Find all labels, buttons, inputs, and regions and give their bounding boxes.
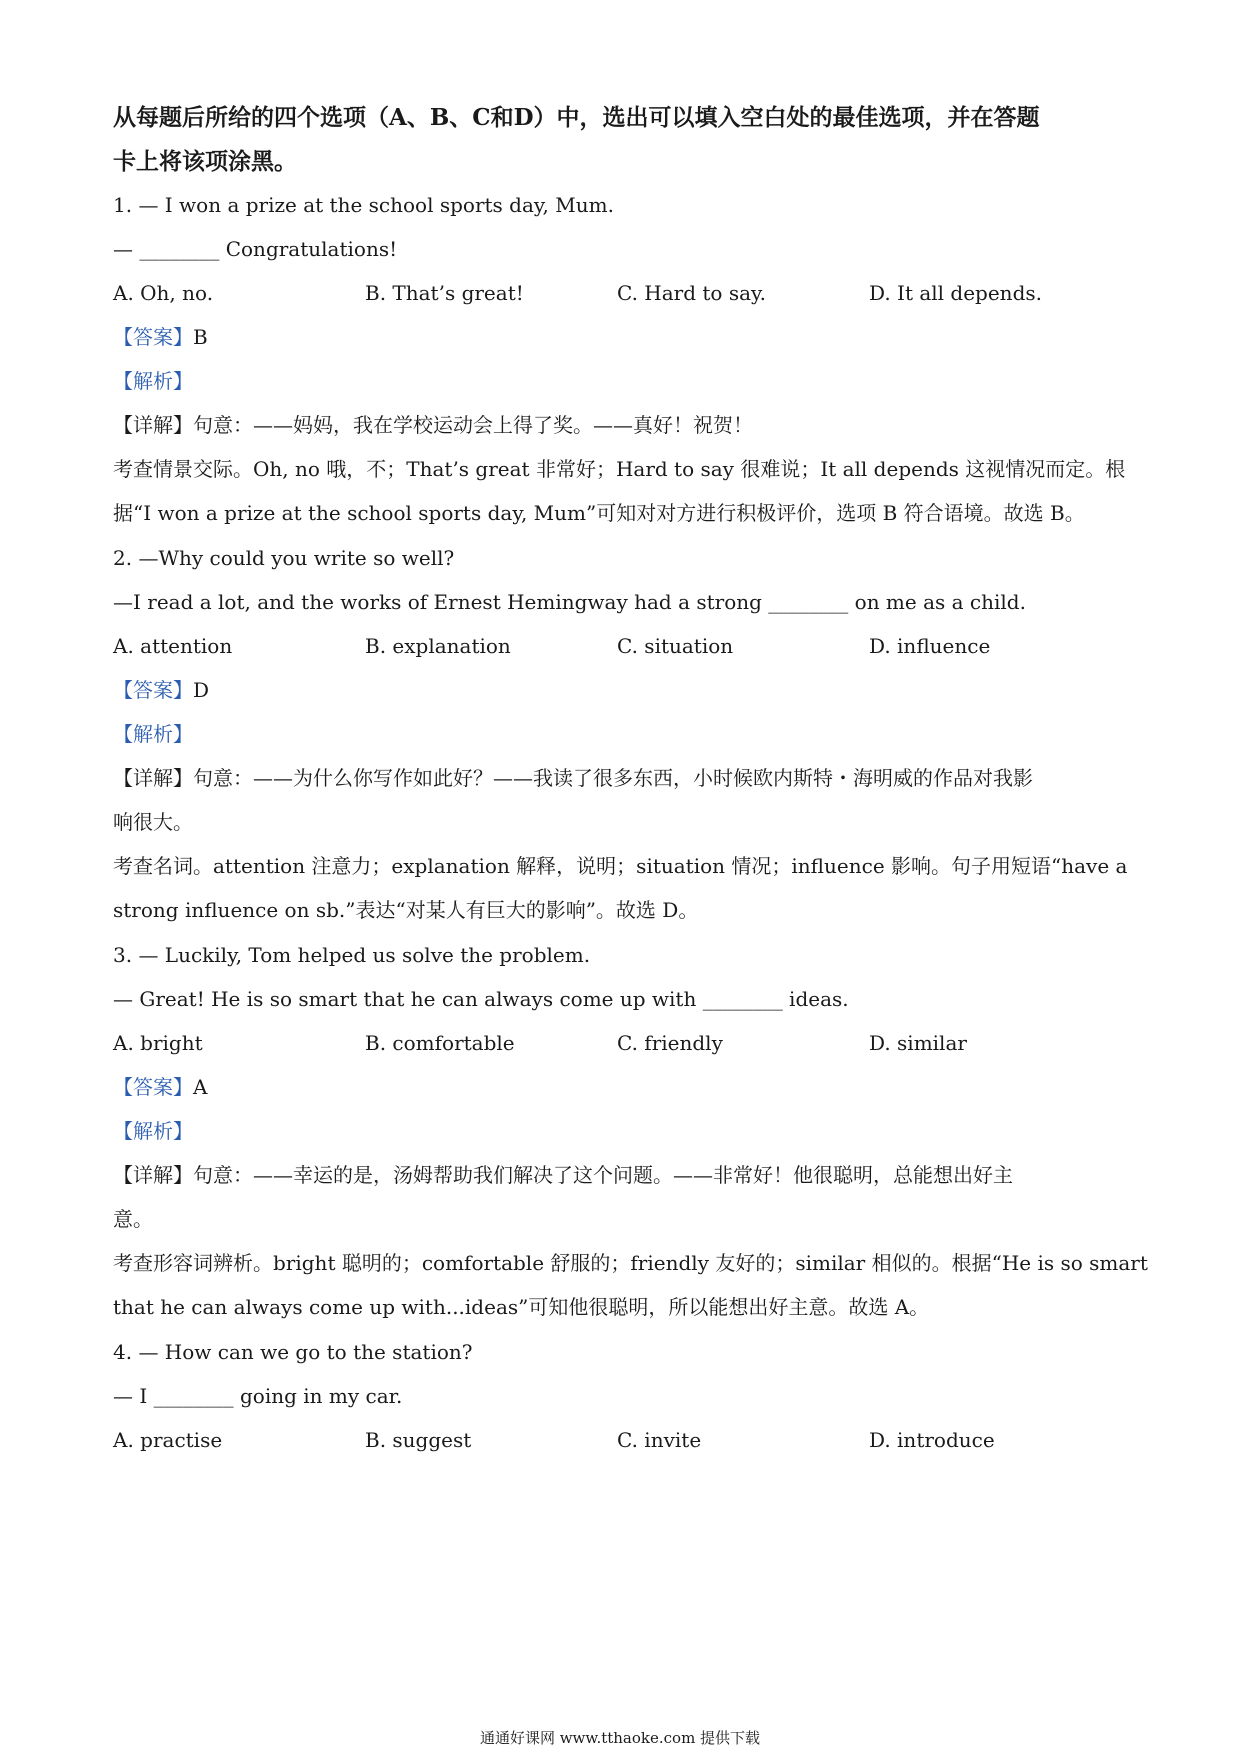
instruction-line-2: 卡上将该项涂黑。 bbox=[113, 148, 297, 175]
q2-option-c: C. situation bbox=[617, 634, 734, 658]
q2-detail-1: 【详解】句意：——为什么你写作如此好？——我读了很多东西，小时候欧内斯特・海明威的作品对我影 bbox=[113, 766, 1033, 790]
q2-analysis-label: 【解析】 bbox=[113, 722, 193, 746]
q1-option-d: D. It all depends. bbox=[869, 281, 1042, 305]
q3-detail-2: 意。 bbox=[113, 1207, 153, 1231]
q2-explain-1: 考查名词。attention 注意力；explanation 解释，说明；situation 情况；influence 影响。句子用短语“have a bbox=[113, 854, 1128, 878]
q2-stem: 2. —Why could you write so well? bbox=[113, 546, 455, 570]
q1-analysis-label: 【解析】 bbox=[113, 369, 193, 393]
q3-option-c: C. friendly bbox=[617, 1031, 723, 1055]
q1-option-c: C. Hard to say. bbox=[617, 281, 767, 305]
q3-option-a: A. bright bbox=[113, 1031, 203, 1055]
q4-option-c: C. invite bbox=[617, 1428, 702, 1452]
q1-stem: 1. — I won a prize at the school sports day, Mum. bbox=[113, 193, 614, 217]
answer-label: 【答案】 bbox=[113, 678, 193, 702]
q1-option-a: A. Oh, no. bbox=[113, 281, 214, 305]
q3-detail-1: 【详解】句意：——幸运的是，汤姆帮助我们解决了这个问题。——非常好！他很聪明，总能想出好主 bbox=[113, 1163, 1013, 1187]
q4-option-a: A. practise bbox=[113, 1428, 223, 1452]
q3-explain-2: that he can always come up with...ideas”可知他很聪明，所以能想出好主意。故选 A。 bbox=[113, 1295, 930, 1319]
q3-explain-1: 考查形容词辨析。bright 聪明的；comfortable 舒服的；friendly 友好的；similar 相似的。根据“He is so smart bbox=[113, 1251, 1148, 1275]
q1-reply: — ________ Congratulations! bbox=[113, 237, 398, 261]
q4-option-b: B. suggest bbox=[365, 1428, 472, 1452]
q1-explain-2: 据“I won a prize at the school sports day, Mum”可知对对方进行积极评价，选项 B 符合语境。故选 B。 bbox=[113, 501, 1085, 525]
q3-analysis-label: 【解析】 bbox=[113, 1119, 193, 1143]
q4-option-d: D. introduce bbox=[869, 1428, 995, 1452]
q1-detail: 【详解】句意：——妈妈，我在学校运动会上得了奖。——真好！祝贺！ bbox=[113, 413, 753, 437]
q4-stem: 4. — How can we go to the station? bbox=[113, 1340, 473, 1364]
q4-reply: — I ________ going in my car. bbox=[113, 1384, 403, 1408]
q2-answer bbox=[113, 677, 209, 703]
answer-value: B bbox=[193, 325, 208, 349]
answer-value: A bbox=[193, 1075, 208, 1099]
q3-option-b: B. comfortable bbox=[365, 1031, 515, 1055]
q2-option-d: D. influence bbox=[869, 634, 991, 658]
q3-answer bbox=[113, 1074, 207, 1100]
q2-reply: —I read a lot, and the works of Ernest Hemingway had a strong ________ on me as a child. bbox=[113, 590, 1026, 614]
q1-explain-1: 考查情景交际。Oh, no 哦，不；That’s great 非常好；Hard to say 很难说；It all depends 这视情况而定。根 bbox=[113, 457, 1126, 481]
answer-value: D bbox=[193, 678, 210, 702]
answer-label: 【答案】 bbox=[113, 325, 193, 349]
q1-answer bbox=[113, 324, 208, 350]
page-footer: 通通好课网 www.tthaoke.com 提供下载 bbox=[479, 1729, 761, 1747]
q2-option-b: B. explanation bbox=[365, 634, 511, 658]
q2-detail-2: 响很大。 bbox=[113, 810, 193, 834]
q3-option-d: D. similar bbox=[869, 1031, 967, 1055]
q3-stem: 3. — Luckily, Tom helped us solve the problem. bbox=[113, 943, 591, 967]
q2-option-a: A. attention bbox=[113, 634, 233, 658]
answer-label: 【答案】 bbox=[113, 1075, 193, 1099]
q2-explain-2: strong influence on sb.”表达“对某人有巨大的影响”。故选 D。 bbox=[113, 898, 699, 922]
q3-reply: — Great! He is so smart that he can always come up with ________ ideas. bbox=[113, 987, 849, 1011]
q1-option-b: B. That’s great! bbox=[365, 281, 524, 305]
instruction-line-1: 从每题后所给的四个选项（A、B、C和D）中，选出可以填入空白处的最佳选项，并在答题 bbox=[113, 104, 1040, 131]
